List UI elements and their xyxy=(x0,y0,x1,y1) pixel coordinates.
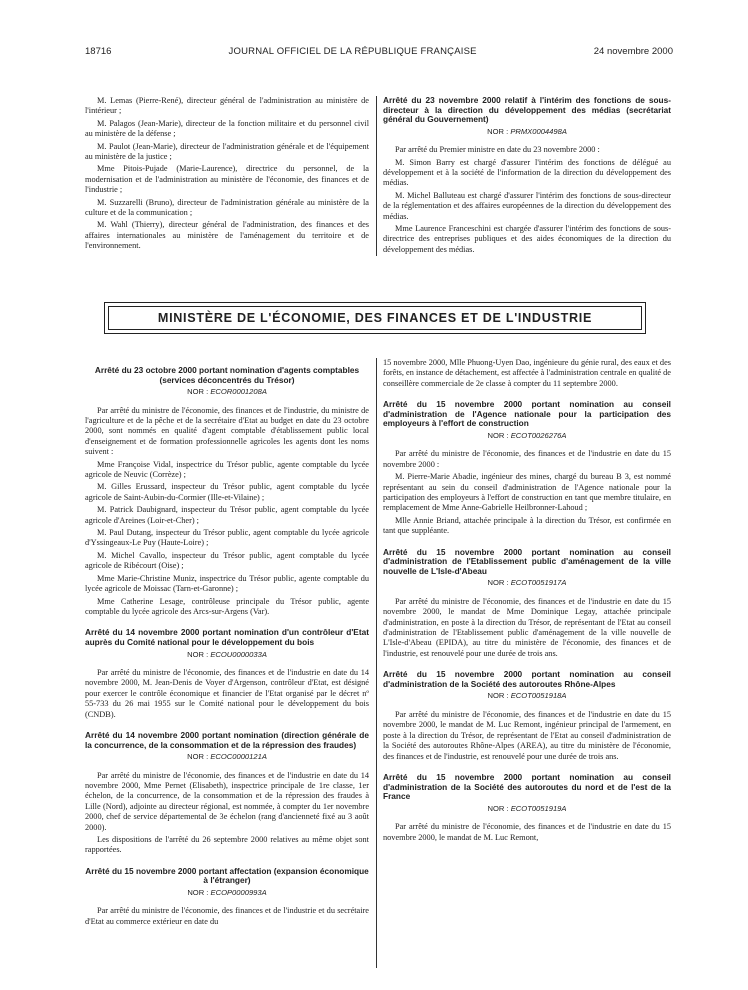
decree-heading: Arrêté du 23 novembre 2000 relatif à l'intérim des fonctions de sous-directeur à la direction du développement des médias (secrétariat général du Gouvernement) xyxy=(383,95,671,125)
bottom-left-column xyxy=(85,366,369,929)
appointment-entry: M. Paulot (Jean-Marie), directeur de l'administration générale et de l'équipement au ministère de la justice ; xyxy=(85,141,369,162)
column-divider xyxy=(376,358,377,968)
page-header xyxy=(85,46,673,57)
decree-paragraph: M. Patrick Daubignard, inspecteur du Trésor public, agent comptable du lycée agricole d'Areines (Loir-et-Cher) ; xyxy=(85,505,369,525)
decree-paragraph: M. Pierre-Marie Abadie, ingénieur des mines, chargé du bureau B 3, est nommé représentant au sein du conseil d'administration de l'Agence nationale pour la participation des employeurs à l'effort de construction en tant que membre titulaire, en remplacement de Mme Anne-Gabrielle Heilbronner-Lahoud ; xyxy=(383,472,671,513)
nor-reference: NOR : ECOC0000121A xyxy=(187,752,267,762)
decree-paragraph: Les dispositions de l'arrêté du 26 septembre 2000 relatives au même objet sont rapportées. xyxy=(85,834,369,855)
decree-paragraph: Par arrêté du ministre de l'économie, des finances et de l'industrie en date du 15 novembre 2000, le mandat de M. Luc Remont, ingénieur principal de l'armement, en poste à la direction du Trésor, de représentant de l'Etat au conseil d'administration de la Société des autoroutes Rhône-Alpes (AREA), au titre du ministère de l'économie, des finances et de l'industrie, est renouvelé pour une durée de trois ans. xyxy=(383,709,671,761)
appointment-entry: Mme Pitois-Pujade (Marie-Laurence), directrice du personnel, de la modernisation et de l'administration au ministère de l'économie, des finances et de l'industrie ; xyxy=(85,164,369,195)
decree-heading: Arrêté du 23 octobre 2000 portant nomination d'agents comptables (services déconcentrés du Trésor) xyxy=(94,365,360,385)
decree-paragraph: Mme Marie-Christine Muniz, inspectrice du Trésor public, agente comptable du lycée agricole de Moissac (Tarn-et-Garonne) ; xyxy=(85,573,369,594)
decree-paragraph: Par arrêté du ministre de l'économie, des finances et de l'industrie, du ministre de l'agriculture et de la pêche et de la secrétaire d'Etat au budget en date du 23 octobre 2000, sont nommés en qualité d'agent comptable d'établissement public local d'enseignement et de formation professionnelle agricoles les agents dont les noms suivent : xyxy=(85,405,369,457)
nor-reference: NOR : PRMX0004498A xyxy=(487,126,567,136)
decree-paragraph: Mlle Annie Briand, attachée principale à la direction du Trésor, est confirmée en tant que suppléante. xyxy=(383,515,671,536)
decree-heading: Arrêté du 14 novembre 2000 portant nomination d'un contrôleur d'Etat auprès du Comité national pour le développement du bois xyxy=(85,627,369,647)
decree-heading: Arrêté du 14 novembre 2000 portant nomination (direction générale de la concurrence, de la consommation et de la répression des fraudes) xyxy=(85,729,369,750)
bottom-right-column xyxy=(383,358,671,845)
ministry-title: MINISTÈRE DE L'ÉCONOMIE, DES FINANCES ET DE L'INDUSTRIE xyxy=(157,311,593,325)
appointment-entry: M. Wahl (Thierry), directeur général de l'administration, des finances et des affaires internationales au ministère de l'aménagement du territoire et de l'environnement. xyxy=(85,220,369,251)
decree-paragraph: M. Michel Cavallo, inspecteur du Trésor public, agent comptable du lycée agricole de Ribécourt (Oise) ; xyxy=(85,550,369,571)
decree-paragraph: M. Michel Balluteau est chargé d'assurer l'intérim des fonctions de sous-directeur de la réglementation et des affaires européennes de la direction du développement des médias. xyxy=(383,190,671,221)
nor-reference: NOR : ECOT0051918A xyxy=(487,691,567,701)
decree-paragraph: Mme Laurence Franceschini est chargée d'assurer l'intérim des fonctions de sous-directrice des entreprises publiques et des aides économiques de la direction du développement des médias. xyxy=(383,224,671,254)
ministry-banner xyxy=(108,306,642,330)
decree-paragraph: 15 novembre 2000, Mlle Phuong-Uyen Dao, ingénieure du génie rural, des eaux et des forêts, en instance de détachement, est affectée à l'administration centrale en qualité de conseillère commerciale de 2e classe à compter du 11 septembre 2000. xyxy=(383,358,671,388)
nor-reference: NOR : ECOT0051917A xyxy=(487,578,567,588)
decree-heading: Arrêté du 15 novembre 2000 portant nomination au conseil d'administration de l'Etablissement public d'aménagement de la ville nouvelle de L'Isle-d'Abeau xyxy=(383,546,671,576)
decree-paragraph: M. Paul Dutang, inspecteur du Trésor public, agent comptable du lycée agricole d'Yssingeaux-Le Puy (Haute-Loire) ; xyxy=(85,528,369,548)
journal-title: JOURNAL OFFICIEL DE LA RÉPUBLIQUE FRANÇAISE xyxy=(228,46,477,57)
decree-paragraph: Par arrêté du Premier ministre en date du 23 novembre 2000 : xyxy=(395,145,600,155)
decree-heading: Arrêté du 15 novembre 2000 portant nomination au conseil d'administration de la Société des autoroutes du nord et de l'est de la France xyxy=(383,771,671,802)
nor-reference: NOR : ECOT0051919A xyxy=(487,803,567,813)
appointment-entry: M. Lemas (Pierre-René), directeur général de l'administration au ministère de l'intérieur ; xyxy=(85,96,369,116)
decree-paragraph: Par arrêté du ministre de l'économie, des finances et de l'industrie en date du 14 novembre 2000, M. Jean-Denis de Voyer d'Argenson, contrôleur d'Etat, est désigné pour exercer le contrôle économique et financier de l'Etat organisé par le décret nº 55-733 du 26 mai 1955 sur le Comité national pour le développement du bois (CNDB). xyxy=(85,667,369,719)
decree-heading: Arrêté du 15 novembre 2000 portant affectation (expansion économique à l'étranger) xyxy=(85,865,369,886)
page-number: 18716 xyxy=(85,46,112,57)
decree-paragraph: Par arrêté du ministre de l'économie, des finances et de l'industrie en date du 15 novembre 2000, le mandat de M. Luc Remont, xyxy=(383,822,671,842)
decree-heading: Arrêté du 15 novembre 2000 portant nomination au conseil d'administration de l'Agence nationale pour la participation des employeurs à l'effort de construction xyxy=(383,399,671,429)
nor-reference: NOR : ECOR0001208A xyxy=(187,387,267,397)
column-divider xyxy=(376,96,377,256)
decree-paragraph: Mme Catherine Lesage, contrôleuse principale du Trésor public, agente comptable du lycée agricole des Arcs-sur-Argens (Var). xyxy=(85,596,369,616)
decree-paragraph: Par arrêté du ministre de l'économie, des finances et de l'industrie en date du 14 novembre 2000, Mme Pernet (Elisabeth), inspectrice principale de 1re classe, 1er échelon, de la concurrence, de la consommation et de la répression des fraudes à Lille (Nord), adjointe au directeur régional, est nommée, à compter du 1er novembre 2000, chef de service départemental de 3e échelon (rang d'ancienneté fixé au 3 août 2000). xyxy=(85,770,369,832)
decree-paragraph: Par arrêté du ministre de l'économie, des finances et de l'industrie en date du 15 novembre 2000, le mandat de Mme Dominique Legay, attachée principale d'administration, en poste à la direction du Trésor, de représentant de l'Etat au conseil d'administration de l'Etablissement public d'aménagement de la ville nouvelle de L'Isle-d'Abeau (EPIDA), au titre du ministère de l'économie, des finances et de l'industrie, est renouvelé pour une durée de trois ans. xyxy=(383,596,671,658)
decree-paragraph: M. Simon Barry est chargé d'assurer l'intérim des fonctions de délégué au développement et à la société de l'information de la direction du développement des médias. xyxy=(383,157,671,188)
nor-reference: NOR : ECOU0000033A xyxy=(187,649,267,659)
top-left-column xyxy=(85,96,369,254)
decree-paragraph: M. Gilles Erussard, inspecteur du Trésor public, agent comptable du lycée agricole de Saint-Aubin-du-Cormier (Ille-et-Vilaine) ; xyxy=(85,482,369,502)
top-right-column xyxy=(383,96,671,257)
appointment-entry: M. Suzzarelli (Bruno), directeur de l'administration générale au ministère de la culture et de la communication ; xyxy=(85,197,369,218)
appointment-entry: M. Palagos (Jean-Marie), directeur de la fonction militaire et du personnel civil au ministère de la défense ; xyxy=(85,118,369,139)
decree-paragraph: Par arrêté du ministre de l'économie, des finances et de l'industrie et du secrétaire d'Etat au commerce extérieur en date du xyxy=(85,906,369,926)
publication-date: 24 novembre 2000 xyxy=(593,46,673,57)
nor-reference: NOR : ECOT0026276A xyxy=(487,431,567,440)
decree-paragraph: Par arrêté du ministre de l'économie, des finances et de l'industrie en date du 15 novembre 2000 : xyxy=(383,449,671,469)
decree-paragraph: Mme Françoise Vidal, inspectrice du Trésor public, agente comptable du lycée agricole de Neuvic (Corrèze) ; xyxy=(85,459,369,480)
decree-heading: Arrêté du 15 novembre 2000 portant nomination au conseil d'administration de la Société des autoroutes Rhône-Alpes xyxy=(383,669,671,689)
nor-reference: NOR : ECOP0000993A xyxy=(187,887,267,897)
